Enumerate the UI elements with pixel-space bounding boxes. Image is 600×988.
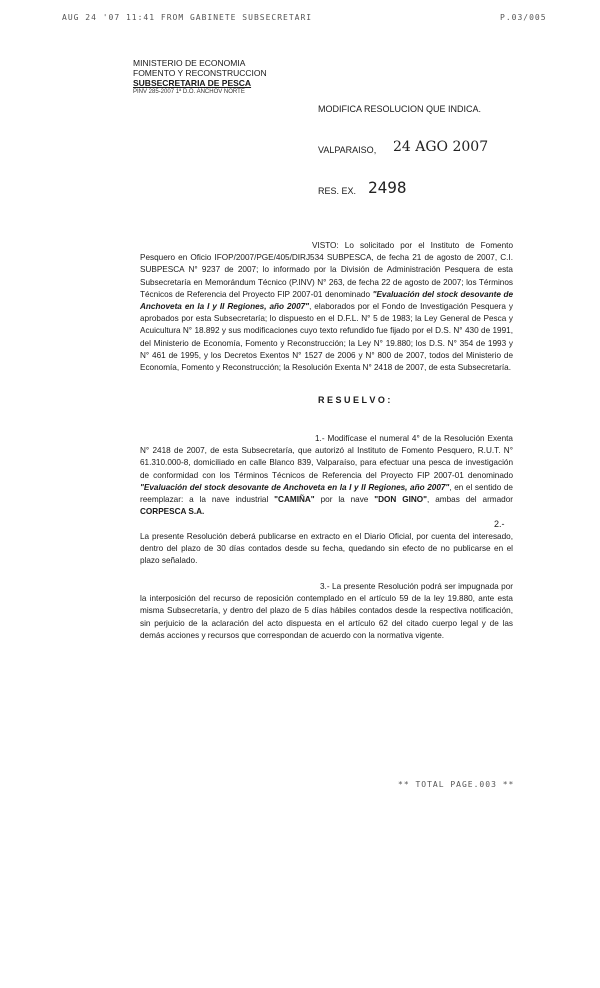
visto-paragraph xyxy=(140,240,513,374)
visto-project-title: "Evaluación del stock desovante de Anchoveta en la I y II Regiones, año 2007" xyxy=(140,289,514,312)
resolution-label: RES. EX. xyxy=(318,186,357,196)
letterhead-ministry-2: FOMENTO Y RECONSTRUCCION xyxy=(133,68,267,78)
item1-owner: CORPESCA S.A. xyxy=(140,507,205,517)
item1-text-3: por la nave xyxy=(320,495,369,505)
item1-paragraph xyxy=(140,433,513,518)
item2-number: 2.- xyxy=(494,519,505,529)
handwritten-date: 24 AGO 2007 xyxy=(393,139,489,155)
item1-vessel-old: "CAMIÑA" xyxy=(274,495,315,505)
fax-page-number: P.03/005 xyxy=(500,13,547,22)
item1-text-4: , ambas del armador xyxy=(427,495,513,505)
letterhead-reference: PINV 285-2007 1ª D.O. ANCHOV NORTE xyxy=(133,89,245,95)
resolution-number: 2498 xyxy=(368,178,407,197)
item1-text-2: , en el sentido de reemplazar: a la nave industrial xyxy=(140,482,513,505)
item1-vessel-new: "DON GINO" xyxy=(374,495,428,505)
fax-footer: ** TOTAL PAGE.003 ** xyxy=(398,780,515,789)
visto-text-2: , elaborados por el Fondo de Investigación Pesquera y aprobados por esta Subsecretaría; lo dispuesto en el D.F.L. N° 5 de 1983; la Ley General de Pesca y Acuicultura N° 18.892 y sus modificaciones cuyo texto refundido fue fijado por el D.S. N° 430 de 1991, del Ministerio de Economía, Fomento y Reconstrucción; la Ley N° 19.880; los D.S. N° 354 de 1993 y N° 461 de 1995, y los Decretos Exentos N° 1527 de 2006 y N° 800 de 2007, todos del Ministerio de Economía, Fomento y Reconstrucción; la Resolución Exenta N° 2418 de 2007, de esta Subsecretaría. xyxy=(140,302,513,373)
resuelvo-heading: R E S U E L V O : xyxy=(318,395,391,405)
item1-project-title: "Evaluación del stock desovante de Anchoveta en la I y II Regiones, año 2007" xyxy=(140,482,450,492)
fax-header-left: AUG 24 '07 11:41 FROM GABINETE SUBSECRETARI xyxy=(62,13,313,22)
place-label: VALPARAISO, xyxy=(318,145,377,155)
visto-text: VISTO: Lo solicitado por el Instituto de Fomento Pesquero en Oficio IFOP/2007/PGE/405/DIRJ534 SUBPESCA, de fecha 21 de agosto de 2007, C.I. SUBPESCA N° 9237 de 2007; lo informado por la División de Administración Pesquera de esta Subsecretaría en Memorándum Técnico (P.INV) N° 263, de fecha 22 de agosto de 2007; los Términos Técnicos de Referencia del Proyecto FIP 2007-01 denominado xyxy=(140,241,513,299)
item2-paragraph: La presente Resolución deberá publicarse en extracto en el Diario Oficial, por cuenta del interesado, dentro del plazo de 30 días contados desde su fecha, quedando sin efecto de no publicarse en el plazo señalado. xyxy=(140,532,513,566)
item3-paragraph: 3.- La presente Resolución podrá ser impugnada por la interposición del recurso de reposición contemplado en el artículo 59 de la ley 19.880, ante esta misma Subsecretaría, y dentro del plazo de 5 días hábiles contados desde la respectiva notificación, sin perjuicio de la aclaración del acto dispuesta en el artículo 62 del citado cuerpo legal y de las demás acciones y recursos que correspondan de acuerdo con la normativa vigente. xyxy=(140,582,513,640)
item1-text: 1.- Modifícase el numeral 4° de la Resolución Exenta N° 2418 de 2007, de esta Subsecretaría, que autorizó al Instituto de Fomento Pesquero, R.U.T. N° 61.310.000-8, domiciliado en calle Blanco 839, Valparaíso, para efectuar una pesca de investigación de conformidad con los Términos Técnicos de Referencia del Proyecto FIP 2007-01 denominado xyxy=(140,434,513,480)
letterhead-ministry: MINISTERIO DE ECONOMIA xyxy=(133,58,246,68)
letterhead-undersecretariat: SUBSECRETARIA DE PESCA xyxy=(133,78,252,88)
letterhead xyxy=(133,58,267,96)
document-subject: MODIFICA RESOLUCION QUE INDICA. xyxy=(318,104,482,114)
